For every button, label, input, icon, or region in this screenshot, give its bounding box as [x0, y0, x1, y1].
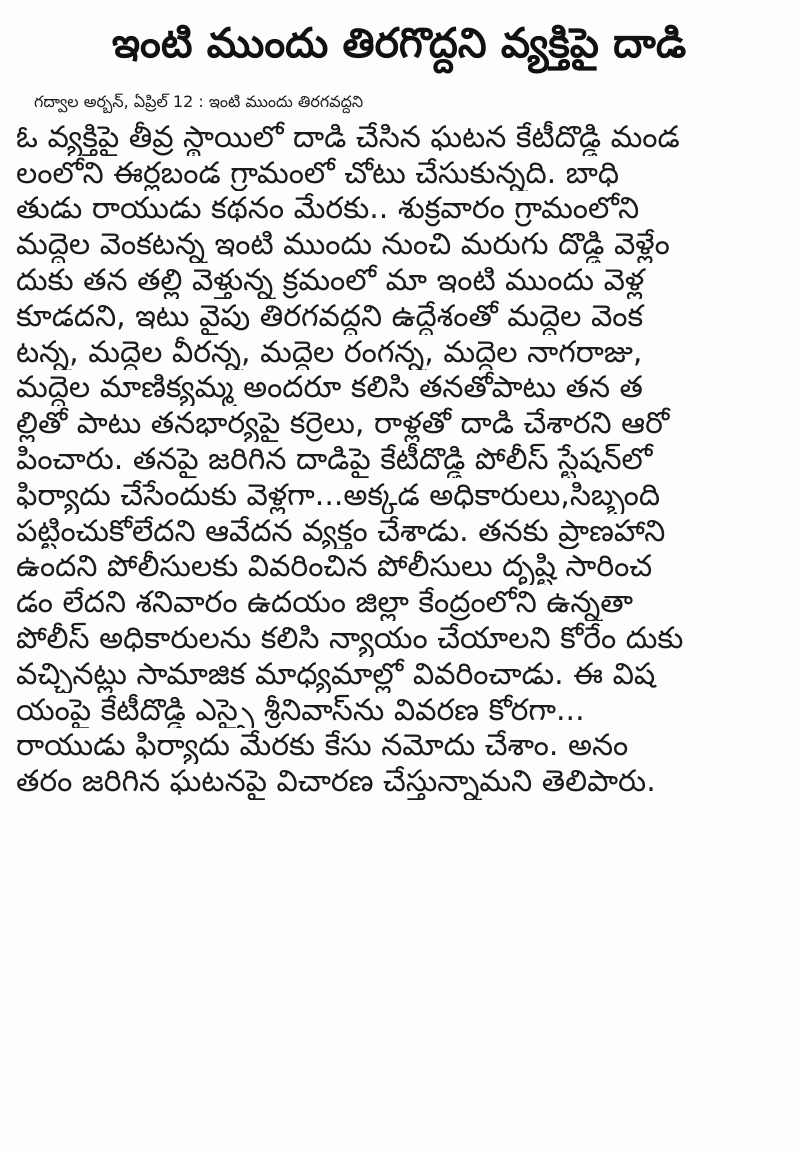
article-body — [16, 84, 782, 800]
article-line: యంపై కేటీదొడ్డి ఎస్సై శ్రీనివాస్‌ను వివరణ కోరగా... — [16, 692, 585, 728]
article-line: డం లేదని శనివారం ఉదయం జిల్లా కేంద్రంలోని ఉన్నతా — [16, 585, 634, 621]
article-line: వచ్చినట్లు సామాజిక మాధ్యమాల్లో వివరించాడు. ఈ విష — [16, 656, 656, 692]
article-line: తరం జరిగిన ఘటనపై విచారణ చేస్తున్నామని తెలిపారు. — [16, 764, 656, 800]
article-line: పించారు. తనపై జరిగిన దాడిపై కేటీదొడ్డి పోలీస్ స్టేషన్‌లో — [16, 441, 653, 477]
article-line: మద్దెల వెంకటన్న ఇంటి ముందు నుంచి మరుగు దొడ్డి వెళ్లేం — [16, 227, 670, 263]
article-line: టన్న, మద్దెల వీరన్న, మద్దెల రంగన్న, మద్దెల నాగరాజు, — [16, 334, 643, 370]
article-line: మద్దెల మాణిక్యమ్మ అందరూ కలిసి తనతోపాటు తన త — [16, 370, 643, 406]
article-line: పట్టించుకోలేదని ఆవేదన వ్యక్తం చేశాడు. తనకు ప్రాణహాని — [16, 513, 666, 549]
article-line: తుడు రాయుడు కథనం మేరకు.. శుక్రవారం గ్రామంలోని — [16, 191, 640, 227]
article-line: ఓ వ్యక్తిపై తీవ్ర స్థాయిలో దాడి చేసిన ఘటన కేటీదొడ్డి మండ — [16, 119, 680, 155]
article-line: గద్వాల అర్బన్, ఏప్రిల్ 12 : ఇంటి ముందు తిరగవద్దని — [34, 92, 364, 111]
article-line: పోలీస్ అధికారులను కలిసి న్యాయం చేయాలని కోరేం దుకు — [16, 620, 684, 656]
article-line: దుకు తన తల్లి వెళ్తున్న క్రమంలో మా ఇంటి ముందు వెళ్ల — [16, 262, 645, 298]
article-line: ఉందని పోలీసులకు వివరించిన పోలీసులు దృష్టి సారించ — [16, 549, 653, 585]
article-line: రాయుడు ఫిర్యాదు మేరకు కేసు నమోదు చేశాం. అనం — [16, 728, 629, 764]
article-line: ల్లితో పాటు తనభార్యపై కర్రెలు, రాళ్లతో దాడి చేశారని ఆరో — [16, 406, 670, 442]
headline: ఇంటి ముందు తిరగొద్దని వ్యక్తిపై దాడి — [111, 19, 687, 67]
article-line: కూడదని, ఇటు వైపు తిరగవద్దని ఉద్దేశంతో మద్దెల వెంక — [16, 298, 644, 334]
article-line: ఫిర్యాదు చేసేందుకు వెళ్లగా...అక్కడ అధికారులు,సిబ్బంది — [16, 477, 661, 513]
article-line: లంలోని ఈర్లబండ గ్రామంలో చోటు చేసుకున్నది. బాధి — [16, 155, 620, 191]
